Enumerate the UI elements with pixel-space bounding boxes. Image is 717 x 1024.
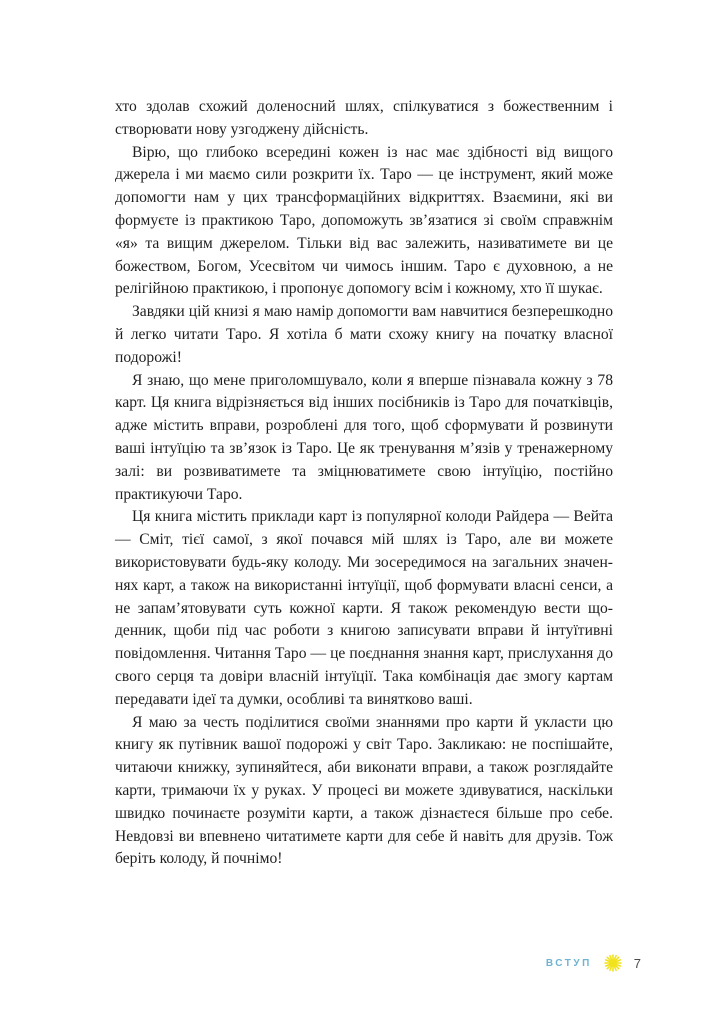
page-footer	[546, 952, 641, 974]
paragraph: Завдяки цій книзі я маю намір допомогти вам навчитися безперешкодно й легко читати Таро. Я хотіла б мати схожу книгу на початку власної подорожі!	[115, 303, 613, 366]
paragraph: хто здолав схожий доленосний шлях, спілкуватися з божественним і створювати нову узгоджену дійсність.	[115, 98, 613, 138]
paragraph: Я маю за честь поділитися своїми знаннями про карти й укласти цю книгу як путівник вашої подорожі у світ Таро. Закликаю: не поспішайте, читаючи книжку, зупиняйтеся, аби виконати вправи, а також розглядайте карти, тримаючи їх у руках. У процесі ви можете здивуватися, наскільки швидко починаєте розуміти карти, а також дізнаєтеся більше про себе. Невдовзі ви впевнено читатимете карти для себе й навіть для друзів. Тож беріть колоду, й почнімо!	[115, 713, 613, 868]
paragraph: Вірю, що глибоко всередині кожен із нас має здібності від вищого джерела і ми маємо сили розкрити їх. Таро — це інструмент, який може допомогти нам у цих трансформаційних відкриттях. Взаємини, які ви формуєте із практикою Таро, допоможуть зв’язатися зі своїм справжнім «я» та вищим джерелом. Тільки від вас залежить, називатимете ви це божеством, Богом, Усесвітом чи чимось іншим. Таро є духовною, а не релігійною практикою, і пропонує допомогу всім і кожному, хто її шукає.	[115, 143, 613, 298]
sun-icon	[604, 954, 622, 972]
body-text	[115, 96, 613, 871]
page-number: 7	[633, 955, 641, 971]
section-label: ВСТУП	[545, 957, 592, 969]
paragraph: Ця книга містить приклади карт із популярної колоди Райдера — Вейта — Сміт, тієї самої, з якої почався мій шлях із Таро, але ви можете використовувати будь-яку колоду. Ми зосередимося на загальних значеннях карт, а також на використанні інтуїції, щоб формувати власні сенси, а не запам’ятовувати суть кожної карти. Я також рекомендую вести щоденник, щоби під час роботи з книгою записувати вправи й інтуїтивні повідомлення. Читання Таро — це поєднання знання карт, прислухання до свого серця та довіри власній інтуїції. Така комбінація дає змогу картам передавати ідеї та думки, особливі та винятково ваші.	[115, 508, 613, 708]
paragraph: Я знаю, що мене приголомшувало, коли я вперше пізнавала кожну з 78 карт. Ця книга відрізняється від інших посібників із Таро для початківців, адже містить вправи, розроблені для того, щоб сформувати й розвинути ваші інтуїцію та зв’язок із Таро. Це як тренування м’язів у тренажерному залі: ви розвиватимете та зміцнюватимете свою інтуїцію, постійно практикуючи Таро.	[115, 371, 613, 503]
